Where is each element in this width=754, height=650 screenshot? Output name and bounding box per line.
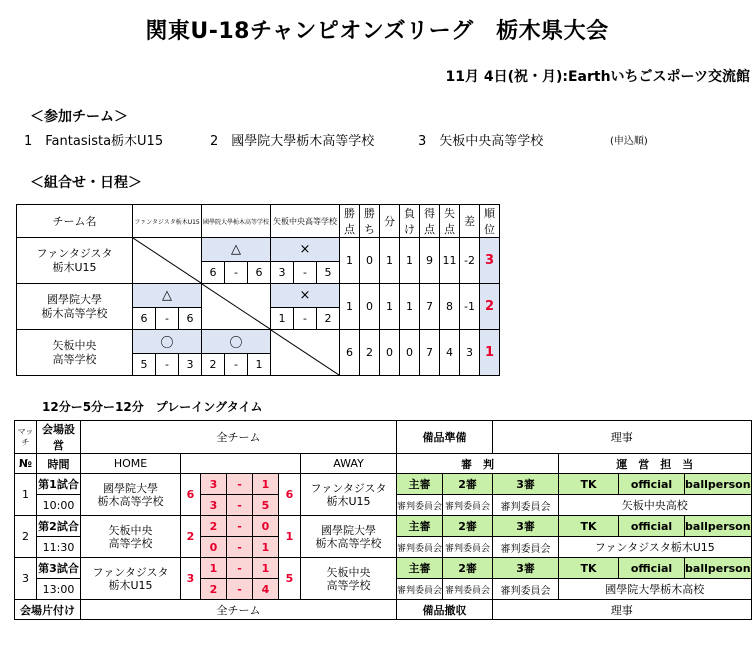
team-name: 栃木U15	[52, 260, 97, 274]
role-official: official	[619, 558, 685, 579]
no-header: №	[15, 454, 37, 474]
away-half-1: 1	[253, 558, 279, 579]
goal-diff-header: 差	[460, 205, 480, 238]
score-against: 5	[317, 262, 340, 284]
home-total: 3	[181, 558, 201, 600]
score-sep: -	[294, 308, 317, 330]
result-mark: 〇	[133, 330, 202, 354]
team-name: 高等学校	[52, 352, 97, 366]
goals-against: 8	[440, 284, 460, 330]
col-team-3: 矢板中央高等学校	[271, 205, 340, 238]
home-half-2: 0	[201, 537, 227, 558]
score-for: 3	[271, 262, 294, 284]
team-name-cell	[17, 330, 133, 376]
draws: 0	[380, 330, 400, 376]
goals-for-header: 得点	[420, 205, 440, 238]
referee-assign: 審判委員会	[397, 537, 443, 558]
home-half-2: 2	[201, 579, 227, 600]
score-for: 2	[202, 354, 225, 376]
cleanup-value: 全チーム	[81, 600, 397, 620]
referee-assign: 審判委員会	[397, 579, 443, 600]
home-half-1: 2	[201, 516, 227, 537]
ops-assign: ファンタジスタ栃木U15	[559, 537, 752, 558]
away-half-2: 5	[253, 495, 279, 516]
score-sep: -	[156, 308, 179, 330]
losses-header: 負け	[400, 205, 420, 238]
score-for: 5	[133, 354, 156, 376]
standings-row	[17, 330, 500, 354]
points: 6	[340, 330, 360, 376]
standings-row	[17, 284, 500, 308]
referee-assign: 審判委員会	[443, 579, 493, 600]
draws: 1	[380, 238, 400, 284]
rank: 3	[480, 238, 500, 284]
away-team: 矢板中央 高等学校	[301, 558, 397, 600]
score-for: 6	[133, 308, 156, 330]
wins: 0	[360, 238, 380, 284]
team-name: 矢板中央	[52, 338, 97, 352]
ops-assign: 矢板中央高校	[559, 495, 752, 516]
referee-header: 審 判	[397, 454, 559, 474]
score-sep: -	[156, 354, 179, 376]
match-label: 第2試合	[37, 516, 81, 537]
role-2nd: 2審	[443, 558, 493, 579]
match-no: 3	[15, 558, 37, 600]
order-note: (申込順)	[610, 136, 648, 147]
wins: 2	[360, 330, 380, 376]
home-total: 6	[181, 474, 201, 516]
losses: 1	[400, 284, 420, 330]
away-half-2: 1	[253, 537, 279, 558]
role-ballperson: ballperson	[685, 516, 752, 537]
cleanup-row	[15, 600, 752, 620]
match-no: 1	[15, 474, 37, 516]
match-time: 10:00	[37, 495, 81, 516]
equipment-return-value: 理事	[493, 600, 752, 620]
draws: 1	[380, 284, 400, 330]
equipment-prep-value: 理事	[493, 421, 752, 454]
home-team: ファンタジスタ 栃木U15	[81, 558, 181, 600]
team-name: 栃木高等学校	[41, 306, 108, 320]
equipment-prep-header: 備品準備	[397, 421, 493, 454]
score-against: 1	[248, 354, 271, 376]
wins: 0	[360, 284, 380, 330]
goal-diff: -1	[460, 284, 480, 330]
score-against: 6	[248, 262, 271, 284]
goal-diff: -2	[460, 238, 480, 284]
away-half-2: 4	[253, 579, 279, 600]
away-half-1: 0	[253, 516, 279, 537]
home-total: 2	[181, 516, 201, 558]
col-team-1: ファンタジスタ栃木U15	[133, 205, 202, 238]
standings-table	[16, 204, 500, 376]
team-name-cell	[17, 284, 133, 330]
role-referee: 主審	[397, 516, 443, 537]
goals-against-header: 失点	[440, 205, 460, 238]
operations-header: 運 営 担 当	[559, 454, 752, 474]
result-mark: ×	[271, 284, 340, 308]
ops-assign: 國學院大學栃木高校	[559, 579, 752, 600]
points-header: 勝点	[340, 205, 360, 238]
match-schedule-table	[14, 420, 752, 620]
away-total: 5	[279, 558, 301, 600]
goals-against: 4	[440, 330, 460, 376]
match-row	[15, 516, 752, 537]
rank: 1	[480, 330, 500, 376]
draws-header: 分	[380, 205, 400, 238]
role-tk: TK	[559, 516, 619, 537]
away-team: 國學院大學 栃木高等学校	[301, 516, 397, 558]
match-format: 12分ー5分ー12分 プレーイングタイム	[42, 400, 263, 414]
losses: 0	[400, 330, 420, 376]
away-half-1: 1	[253, 474, 279, 495]
role-ballperson: ballperson	[685, 474, 752, 495]
rank-header: 順位	[480, 205, 500, 238]
match-header: マッチ	[15, 421, 37, 454]
role-3rd: 3審	[493, 516, 559, 537]
role-3rd: 3審	[493, 474, 559, 495]
team-name: 國學院大學	[47, 292, 102, 306]
goals-for: 9	[420, 238, 440, 284]
score-for: 6	[202, 262, 225, 284]
away-team: ファンタジスタ 栃木U15	[301, 474, 397, 516]
score-sep: -	[227, 474, 253, 495]
home-half-1: 1	[201, 558, 227, 579]
self-match-cell	[133, 238, 202, 284]
participant-2: 2 國學院大學栃木高等学校	[210, 134, 375, 149]
role-referee: 主審	[397, 558, 443, 579]
page-title: 関東U-18チャンピオンズリーグ 栃木県大会	[145, 19, 609, 44]
match-row	[15, 558, 752, 579]
schedule-heading: ＜組合せ・日程＞	[30, 175, 142, 191]
cleanup-header: 会場片付け	[15, 600, 81, 620]
match-label: 第3試合	[37, 558, 81, 579]
score-sep: -	[227, 495, 253, 516]
points: 1	[340, 238, 360, 284]
result-mark: ×	[271, 238, 340, 262]
score-for: 1	[271, 308, 294, 330]
referee-assign: 審判委員会	[443, 537, 493, 558]
col-team-2: 國學院大學栃木高等学校	[202, 205, 271, 238]
team-name-cell	[17, 238, 133, 284]
score-sep: -	[225, 262, 248, 284]
equipment-return-header: 備品撤収	[397, 600, 493, 620]
home-team: 矢板中央 高等学校	[81, 516, 181, 558]
referee-assign: 審判委員会	[493, 579, 559, 600]
time-header: 時間	[37, 454, 81, 474]
referee-assign: 審判委員会	[443, 495, 493, 516]
participant-3: 3 矢板中央高等学校	[418, 134, 544, 149]
score-sep: -	[227, 558, 253, 579]
role-tk: TK	[559, 474, 619, 495]
score-against: 3	[179, 354, 202, 376]
home-team: 國學院大學 栃木高等学校	[81, 474, 181, 516]
participant-1: 1 Fantasista栃木U15	[24, 134, 164, 149]
event-date-venue: 11月 4日(祝・月):Earthいちごスポーツ交流館	[445, 69, 750, 85]
referee-assign: 審判委員会	[397, 495, 443, 516]
losses: 1	[400, 238, 420, 284]
score-sep: -	[227, 537, 253, 558]
match-label: 第1試合	[37, 474, 81, 495]
role-referee: 主審	[397, 474, 443, 495]
match-time: 11:30	[37, 537, 81, 558]
match-time: 13:00	[37, 579, 81, 600]
role-2nd: 2審	[443, 516, 493, 537]
away-total: 1	[279, 516, 301, 558]
venue-setup-header: 会場設営	[37, 421, 81, 454]
standings-row	[17, 238, 500, 262]
home-half-1: 3	[201, 474, 227, 495]
goals-against: 11	[440, 238, 460, 284]
score-against: 6	[179, 308, 202, 330]
wins-header: 勝ち	[360, 205, 380, 238]
role-2nd: 2審	[443, 474, 493, 495]
result-mark: △	[133, 284, 202, 308]
home-half-2: 3	[201, 495, 227, 516]
score-header	[181, 454, 301, 474]
goal-diff: 3	[460, 330, 480, 376]
header-row	[15, 454, 752, 474]
role-3rd: 3審	[493, 558, 559, 579]
rank: 2	[480, 284, 500, 330]
result-mark: △	[202, 238, 271, 262]
away-total: 6	[279, 474, 301, 516]
result-mark: 〇	[202, 330, 271, 354]
venue-setup-value: 全チーム	[81, 421, 397, 454]
referee-assign: 審判委員会	[493, 495, 559, 516]
role-ballperson: ballperson	[685, 558, 752, 579]
standings-header-row	[17, 205, 500, 238]
score-sep: -	[294, 262, 317, 284]
setup-row	[15, 421, 752, 454]
match-no: 2	[15, 516, 37, 558]
points: 1	[340, 284, 360, 330]
self-match-cell	[271, 330, 340, 376]
score-sep: -	[227, 516, 253, 537]
score-against: 2	[317, 308, 340, 330]
self-match-cell	[202, 284, 271, 330]
referee-assign: 審判委員会	[493, 537, 559, 558]
goals-for: 7	[420, 330, 440, 376]
role-official: official	[619, 474, 685, 495]
away-header: AWAY	[301, 454, 397, 474]
role-tk: TK	[559, 558, 619, 579]
team-name: ファンタジスタ	[36, 246, 113, 260]
score-sep: -	[225, 354, 248, 376]
role-official: official	[619, 516, 685, 537]
match-row	[15, 474, 752, 495]
participants-heading: ＜参加チーム＞	[30, 109, 128, 125]
score-sep: -	[227, 579, 253, 600]
home-header: HOME	[81, 454, 181, 474]
team-name-header: チーム名	[17, 205, 133, 238]
goals-for: 7	[420, 284, 440, 330]
